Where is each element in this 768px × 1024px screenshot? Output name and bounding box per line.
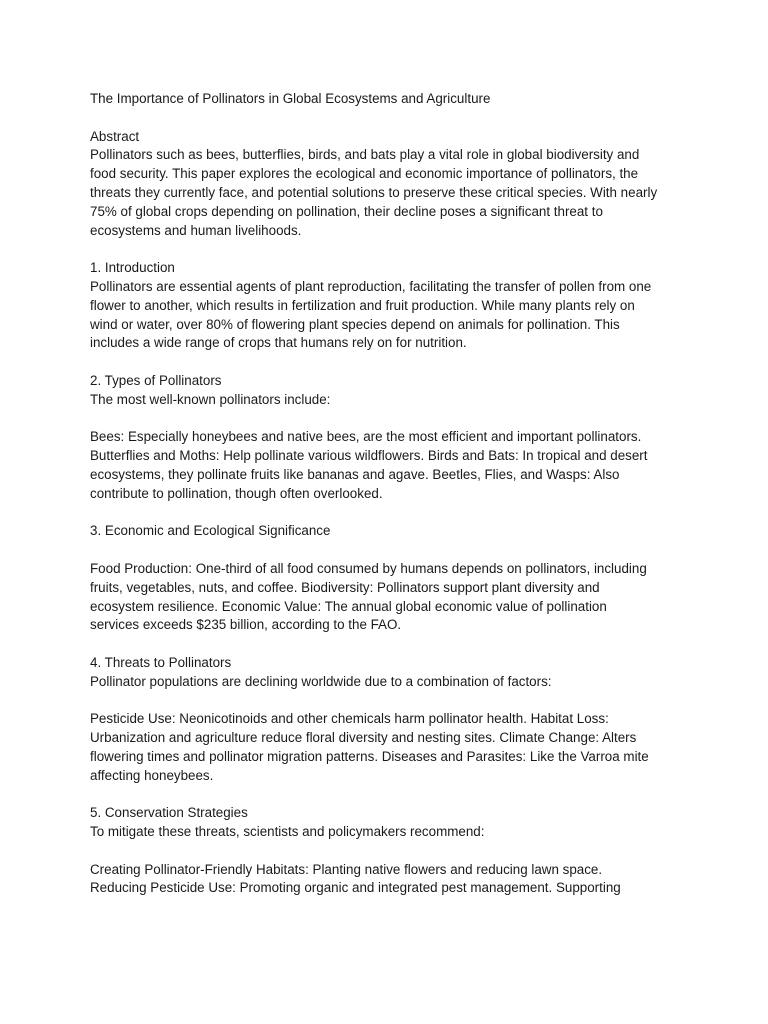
section-line: affecting honeybees.	[90, 767, 214, 783]
spacer	[90, 240, 690, 259]
section-line: contribute to pollination, though often overlooked.	[90, 485, 383, 501]
spacer	[90, 635, 690, 654]
section-line: services exceeds $235 billion, according to the FAO.	[90, 617, 402, 633]
section-line: ecosystems, they pollinate fruits like bananas and agave. Beetles, Flies, and Wasps: Also	[90, 466, 620, 482]
spacer	[90, 785, 690, 804]
section-line: includes a wide range of crops that humans rely on for nutrition.	[90, 335, 467, 351]
spacer	[90, 541, 690, 560]
document-title: The Importance of Pollinators in Global Ecosystems and Agriculture	[90, 91, 491, 106]
abstract-section	[90, 128, 690, 241]
threats-section	[90, 654, 690, 786]
section-heading: 5. Conservation Strategies	[90, 805, 248, 821]
introduction-section	[90, 259, 690, 353]
section-line: Pollinators are essential agents of plant reproduction, facilitating the transfer of pollen from one	[90, 278, 652, 294]
section-line: Urbanization and agriculture reduce floral diversity and nesting sites. Climate Change: Alters	[90, 730, 637, 746]
abstract-heading: Abstract	[90, 128, 140, 144]
spacer	[90, 504, 690, 523]
types-section	[90, 372, 690, 504]
section-line: Creating Pollinator-Friendly Habitats: Planting native flowers and reducing lawn space.	[90, 861, 603, 877]
spacer	[90, 692, 690, 711]
section-heading: 1. Introduction	[90, 260, 175, 276]
abstract-line: 75% of global crops depending on pollination, their decline poses a significant threat to	[90, 203, 603, 219]
section-line: fruits, vegetables, nuts, and coffee. Biodiversity: Pollinators support plant diversity and	[90, 579, 600, 595]
section-line: Reducing Pesticide Use: Promoting organic and integrated pest management. Supporting	[90, 880, 621, 896]
section-line: Bees: Especially honeybees and native bees, are the most efficient and important pollinators.	[90, 429, 642, 445]
abstract-line: ecosystems and human livelihoods.	[90, 222, 302, 238]
spacer	[90, 842, 690, 861]
abstract-line: Pollinators such as bees, butterflies, birds, and bats play a vital role in global biodiversity and	[90, 147, 640, 163]
spacer	[90, 353, 690, 372]
section-line: flower to another, which results in fertilization and fruit production. While many plants rely on	[90, 297, 635, 313]
spacer	[90, 109, 690, 128]
section-heading: 4. Threats to Pollinators	[90, 654, 232, 670]
conservation-section	[90, 804, 690, 898]
spacer	[90, 410, 690, 429]
section-heading: 3. Economic and Ecological Significance	[90, 523, 331, 539]
document-page	[90, 90, 690, 898]
section-line: ecosystem resilience. Economic Value: The annual global economic value of pollination	[90, 598, 607, 614]
section-heading: 2. Types of Pollinators	[90, 372, 222, 388]
section-intro: Pollinator populations are declining worldwide due to a combination of factors:	[90, 673, 552, 689]
section-intro: The most well-known pollinators include:	[90, 391, 331, 407]
section-line: Food Production: One-third of all food consumed by humans depends on pollinators, including	[90, 560, 647, 576]
significance-section	[90, 522, 690, 635]
section-line: wind or water, over 80% of flowering plant species depend on animals for pollination. This	[90, 316, 620, 332]
section-line: Pesticide Use: Neonicotinoids and other chemicals harm pollinator health. Habitat Loss:	[90, 711, 609, 727]
section-line: flowering times and pollinator migration patterns. Diseases and Parasites: Like the Varroa mite	[90, 748, 649, 764]
abstract-line: food security. This paper explores the ecological and economic importance of pollinators, the	[90, 166, 639, 182]
section-line: Butterflies and Moths: Help pollinate various wildflowers. Birds and Bats: In tropical and desert	[90, 448, 648, 464]
abstract-line: threats they currently face, and potential solutions to preserve these critical species. With nearly	[90, 184, 658, 200]
section-intro: To mitigate these threats, scientists and policymakers recommend:	[90, 824, 485, 840]
